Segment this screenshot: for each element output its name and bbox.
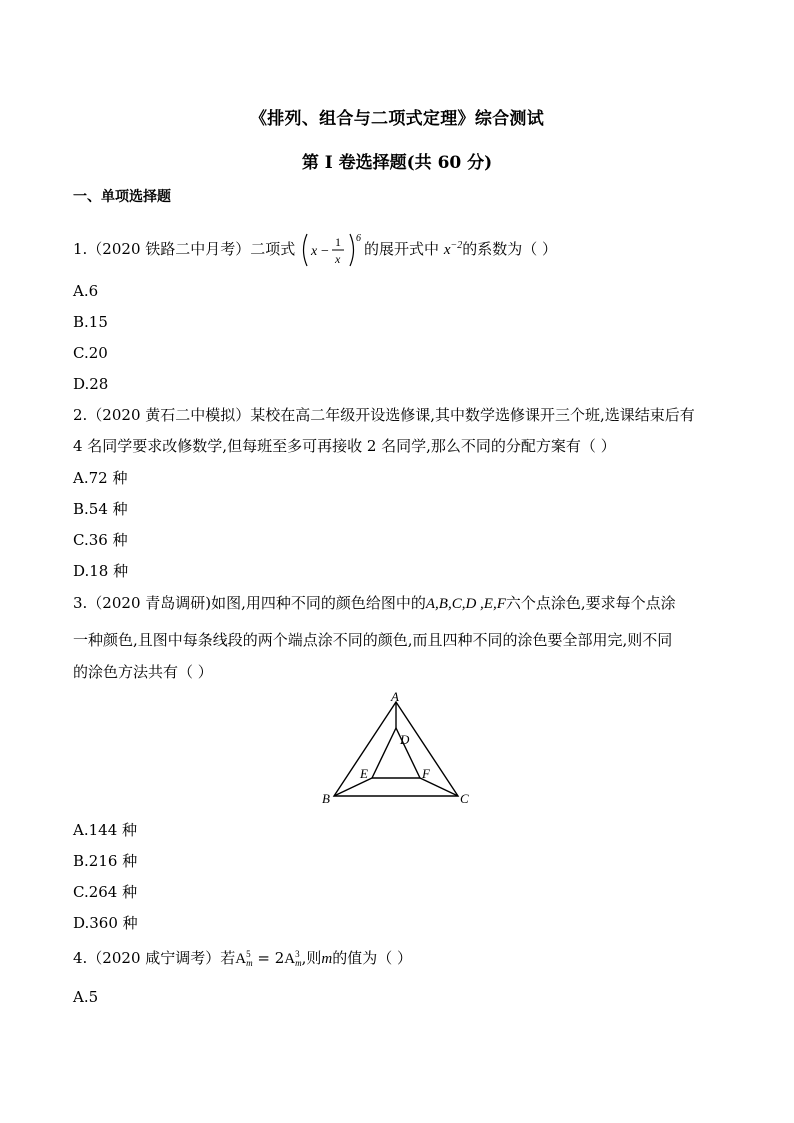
question-1-prefix: 1.（2020 铁路二中月考）二项式 xyxy=(73,240,296,258)
question-1-suffix: 的系数为（ ） xyxy=(462,240,558,258)
question-3-points: A,B,C,D ,E,F xyxy=(425,596,506,612)
fraction-denominator: x xyxy=(335,252,341,266)
q3-option-d[interactable]: D.360 种 xyxy=(73,914,138,932)
question-4-mid: ,则 xyxy=(301,949,322,967)
binomial-parentheses xyxy=(300,232,364,268)
arrangement-a1-sup: 5 xyxy=(246,949,251,959)
question-2-line-1: 2.（2020 黄石二中模拟）某校在高二年级开设选修课,其中数学选修课开三个班,选课结束后有 xyxy=(73,406,695,424)
term-exponent: −2 xyxy=(450,240,463,251)
q1-option-d[interactable]: D.28 xyxy=(73,375,109,393)
q2-option-b[interactable]: B.54 种 xyxy=(73,500,128,518)
term-base: x xyxy=(443,242,451,258)
q3-option-c[interactable]: C.264 种 xyxy=(73,883,138,901)
question-3-line-1-pre: 3.（2020 青岛调研)如图,用四种不同的颜色给图中的 xyxy=(73,594,426,612)
question-1-stem xyxy=(73,232,557,268)
label-d: D xyxy=(400,732,410,747)
binomial-expression xyxy=(300,232,364,268)
q3-option-b[interactable]: B.216 种 xyxy=(73,852,138,870)
binomial-minus: − xyxy=(321,244,329,259)
label-c: C xyxy=(460,791,469,806)
question-4-stem xyxy=(73,948,412,969)
q1-option-b[interactable]: B.15 xyxy=(73,313,108,331)
fraction-numerator: 1 xyxy=(335,235,342,249)
question-3-line-2: 一种颜色,且图中每条线段的两个端点涂不同的颜色,而且四种不同的涂色要全部用完,则不同 xyxy=(73,631,673,649)
q2-option-a[interactable]: A.72 种 xyxy=(73,469,128,487)
label-a: A xyxy=(391,690,399,704)
question-2-line-2: 4 名同学要求改修数学,但每班至多可再接收 2 名同学,那么不同的分配方案有（ ） xyxy=(73,437,616,455)
q2-option-c[interactable]: C.36 种 xyxy=(73,531,128,549)
q4-option-a[interactable]: A.5 xyxy=(73,988,99,1006)
inner-triangle xyxy=(372,728,420,778)
question-1-mid: 的展开式中 xyxy=(364,240,440,258)
question-4-suffix: 的值为（ ） xyxy=(332,949,413,967)
arrangement-a2: A xyxy=(284,951,296,967)
triangle-figure xyxy=(310,690,480,810)
question-3-line-1 xyxy=(73,593,676,614)
section-heading: 一、单项选择题 xyxy=(73,189,171,205)
question-3-line-1-post: 六个点涂色,要求每个点涂 xyxy=(505,594,676,612)
document-title: 《排列、组合与二项式定理》综合测试 xyxy=(249,109,545,129)
binomial-x: x xyxy=(311,244,318,259)
label-f: F xyxy=(422,766,430,781)
question-4-equals: = 2 xyxy=(252,949,285,967)
arrangement-a1-sub: m xyxy=(246,958,253,968)
document-subtitle: 第 I 卷选择题(共 60 分) xyxy=(301,153,493,173)
arrangement-a2-sup: 3 xyxy=(295,949,300,959)
binomial-power: 6 xyxy=(356,233,362,244)
q1-option-a[interactable]: A.6 xyxy=(73,282,99,300)
q3-option-a[interactable]: A.144 种 xyxy=(73,821,137,839)
question-3-line-3: 的涂色方法共有（ ） xyxy=(73,663,213,681)
question-4-variable: m xyxy=(321,951,333,967)
label-e: E xyxy=(360,766,368,781)
question-4-prefix: 4.（2020 咸宁调考）若 xyxy=(73,949,236,967)
q1-option-c[interactable]: C.20 xyxy=(73,344,108,362)
arrangement-a2-sub: m xyxy=(295,958,302,968)
arrangement-a1: A xyxy=(235,951,247,967)
q2-option-d[interactable]: D.18 种 xyxy=(73,562,129,580)
label-b: B xyxy=(322,791,330,806)
